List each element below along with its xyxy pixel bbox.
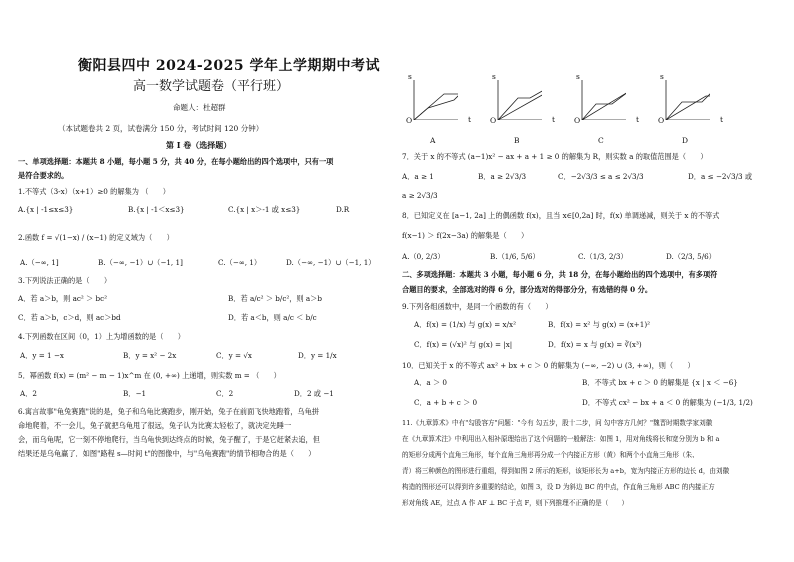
q2-option-b[interactable]: B.（−∞, −1）∪（−1, 1] <box>98 258 183 267</box>
q3-option-d[interactable]: D．若 a＜b，则 a/c ＜ b/c <box>228 313 317 322</box>
q1-stem: 1.不等式（3-x）（x+1）≥0 的解集为 （ ） <box>18 187 170 196</box>
q10-option-b[interactable]: B．不等式 bx + c ＞ 0 的解集是 {x | x ＜ −6} <box>582 378 738 387</box>
q2-option-c[interactable]: C.（−∞, 1） <box>218 258 262 267</box>
graph-c-axis-t: t <box>636 115 640 124</box>
graph-c-axis-s: s <box>576 72 580 81</box>
part-heading: 第 I 卷（选择题） <box>166 140 232 150</box>
q7-stem: 7．关于 x 的不等式 (a−1)x² − ax + a + 1 ≥ 0 的解集为 R，则实数 a 的取值范围是（ ） <box>402 152 708 161</box>
q11-line-5: 构造的图形还可以得到许多重要的结论，如图 3，设 D 为斜边 BC 的中点，作直角三角形 ABC 的内接正方 <box>402 483 715 491</box>
section1-heading-2: 是符合要求的。 <box>18 171 69 180</box>
q7-option-a[interactable]: A．a ≥ 1 <box>402 172 434 181</box>
section1-heading: 一、单项选择题：本题共 8 小题，每小题 5 分，共 40 分，在每小题给出的四个选项中，只有一项 <box>18 157 334 166</box>
q4-option-a[interactable]: A．y = 1 −x <box>20 351 64 360</box>
q7-option-d-continued: a ≥ 2√3/3 <box>402 191 438 200</box>
graph-d-origin: O <box>658 116 665 125</box>
q8-option-a[interactable]: A.（0, 2/3） <box>402 252 445 261</box>
graph-c-origin: O <box>574 116 581 125</box>
q5-option-b[interactable]: B．−1 <box>123 389 147 398</box>
q5-option-c[interactable]: C．2 <box>216 389 234 398</box>
graph-d-axis-s: s <box>660 72 664 81</box>
q11-line-4: 青）将三种颜色的图形进行重组，得到如图 2 所示的矩形，该矩形长为 a+b，宽为内接正方形的边长 d，由刘徽 <box>402 467 730 475</box>
graph-a-origin: O <box>406 116 413 125</box>
q9-stem: 9.下列各组函数中，是同一个函数的有（ ） <box>402 302 553 311</box>
q11-line-1: 11.《九章算术》中有"勾股容方"问题："今有 勾五步，股十二步，问 勾中容方几何？"魏晋时期数学家刘徽 <box>402 419 713 427</box>
q5-option-d[interactable]: D．2 或 −1 <box>294 389 334 398</box>
graph-b-origin: O <box>490 116 497 125</box>
exam-note: （本试题卷共 2 页，试卷满分 150 分，考试时间 120 分钟） <box>58 124 264 133</box>
q8-stem-2: f(x−1) ＞ f(2x−3a) 的解集是（ ） <box>402 231 529 240</box>
q8-option-c[interactable]: C.（1/3, 2/3） <box>578 252 628 261</box>
q1-option-c[interactable]: C.{x | x＞-1 或 x≤3} <box>228 205 301 214</box>
q4-option-b[interactable]: B．y = x² − 2x <box>123 351 177 360</box>
q3-option-a[interactable]: A．若 a＞b，则 ac² ＞ bc² <box>18 294 108 303</box>
graph-d <box>658 76 710 120</box>
graph-b <box>490 76 542 120</box>
q11-line-6: 形对角线 AE，过点 A 作 AF ⊥ BC 于点 F，则下列推理不正确的是（ ） <box>402 499 629 507</box>
q7-option-d[interactable]: D．a ≤ −2√3/3 或 <box>688 172 753 181</box>
graph-d-axis-t: t <box>720 115 724 124</box>
graph-a-axis-s: s <box>408 72 412 81</box>
q6-line-2: 命地爬着，不一会儿，兔子就把乌龟甩了很远，兔子认为比赛太轻松了，就决定先睡一 <box>18 421 292 430</box>
graph-b-axis-s: s <box>492 72 496 81</box>
graph-a <box>406 76 458 120</box>
section2-heading: 二、多项选择题：本题共 3 小题，每小题 6 分，共 18 分，在每小题给出的四个选项中，有多项符 <box>402 270 718 279</box>
graph-b-axis-t: t <box>552 115 556 124</box>
q8-stem: 8．已知定义在 [a−1, 2a] 上的偶函数 f(x)，且当 x∈[0,2a] 时，f(x) 单调递减，则关于 x 的不等式 <box>402 211 720 220</box>
graph-a-label[interactable]: A <box>430 136 436 145</box>
graph-d-label[interactable]: D <box>682 136 689 145</box>
q10-stem: 10．已知关于 x 的不等式 ax² + bx + c ＞ 0 的解集为 (−∞, −2) ∪ (3, +∞)，则（ ） <box>402 361 695 370</box>
graph-c-label[interactable]: C <box>598 136 604 145</box>
q9-option-d[interactable]: D．f(x) = x 与 g(x) = ∛(x³) <box>548 340 642 349</box>
q5-option-a[interactable]: A．2 <box>20 389 37 398</box>
q3-stem: 3.下列说法正确的是（ ） <box>18 276 112 285</box>
graph-b-label[interactable]: B <box>514 136 520 145</box>
q9-option-c[interactable]: C．f(x) = (√x)² 与 g(x) = |x| <box>414 340 513 349</box>
q6-line-4: 结果还是乌龟赢了．如图"路程 s—时间 t"的图像中，与"乌龟赛跑"的情节相吻合的是（ ） <box>18 449 316 458</box>
q2-option-a[interactable]: A.（−∞, 1] <box>20 258 59 267</box>
q3-option-b[interactable]: B．若 a/c² ＞ b/c²，则 a＞b <box>228 294 322 303</box>
q8-option-d[interactable]: D.（2/3, 5/6） <box>666 252 716 261</box>
q1-option-b[interactable]: B.{x | -1＜x≤3} <box>128 205 185 214</box>
q5-stem: 5．幂函数 f(x) = (m² − m − 1)x^m 在 (0, +∞) 上递增，则实数 m = （ ） <box>18 371 281 380</box>
q11-line-3: 的矩形分成两个直角三角形，每个直角三角形再分成一个内接正方形（黄）和两个小直角三角形（朱、 <box>402 451 699 459</box>
q7-option-c[interactable]: C．−2√3/3 ≤ a ≤ 2√3/3 <box>558 172 644 181</box>
q10-option-a[interactable]: A．a ＞ 0 <box>414 378 447 387</box>
q4-option-c[interactable]: C．y = √x <box>216 351 252 360</box>
q9-option-b[interactable]: B．f(x) = x² 与 g(x) = (x+1)² <box>548 320 651 329</box>
author: 命题人：杜超群 <box>173 103 226 112</box>
q4-stem: 4.下列函数在区间（0，1）上为增函数的是（ ） <box>18 332 185 341</box>
q1-option-d[interactable]: D.R <box>336 205 350 214</box>
q4-option-d[interactable]: D．y = 1/x <box>298 351 337 360</box>
graph-a-axis-t: t <box>468 115 472 124</box>
q9-option-a[interactable]: A．f(x) = (1/x) 与 g(x) = x/x² <box>414 320 516 329</box>
q6-line-3: 会，而乌龟呢，它一刻不停地爬行，当乌龟快到达终点的时候，兔子醒了，于是它赶紧去追，但 <box>18 435 320 444</box>
q7-option-b[interactable]: B．a ≥ 2√3/3 <box>478 172 527 181</box>
exam-title: 衡阳县四中 2024-2025 学年上学期期中考试 <box>78 58 380 74</box>
q2-stem: 2.函数 f = √(1−x) / (x−1) 的定义域为（ ） <box>18 233 174 242</box>
q8-option-b[interactable]: B.（1/6, 5/6） <box>490 252 540 261</box>
q10-option-c[interactable]: C．a + b + c ＞ 0 <box>414 398 478 407</box>
graph-c <box>574 76 626 120</box>
q10-option-d[interactable]: D．不等式 cx² − bx + a ＜ 0 的解集为 (−1/3, 1/2) <box>582 398 753 407</box>
q6-line-1: 6.寓言故事"龟兔赛跑"说的是，兔子和乌龟比赛跑步，刚开始，兔子在前面飞快地跑着，乌龟拼 <box>18 407 319 416</box>
q3-option-c[interactable]: C．若 a＞b，c＞d，则 ac＞bd <box>18 313 121 322</box>
q11-line-2: 在《九章算术注》中利用出入相补原理给出了这个问题的一般解法：如图 1，用对角线将长和宽分别为 b 和 a <box>402 435 720 443</box>
exam-subtitle: 高一数学试题卷（平行班） <box>133 79 290 94</box>
q2-option-d[interactable]: D.（−∞, −1）∪（−1, 1） <box>286 258 376 267</box>
q1-option-a[interactable]: A.{x | -1≤x≤3} <box>18 205 74 214</box>
section2-heading-2: 合题目的要求，全部选对的得 6 分，部分选对的得部分分，有选错的得 0 分。 <box>402 285 653 294</box>
